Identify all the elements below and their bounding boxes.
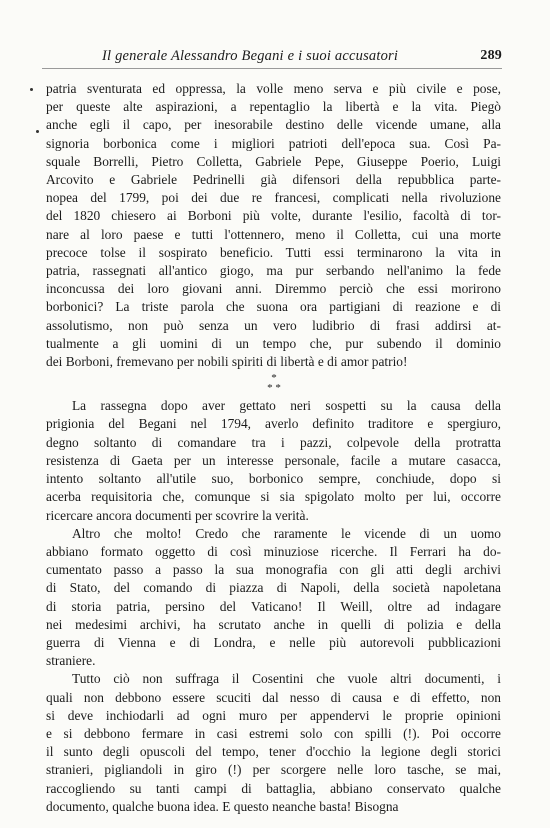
text-line: anche egli il capo, per inesorabile destino delle vicende umane, alla xyxy=(46,117,501,133)
header-rule xyxy=(42,68,502,69)
text-line: Altro che molto! Credo che raramente le vicende di un uomo xyxy=(72,525,501,541)
text-line: raccogliendo su tanti campi di battaglia, abbiano conservato qualche xyxy=(46,780,501,796)
text-line: cumentato passo a passo la sua monografia con gli atti degli archivi xyxy=(46,562,501,578)
text-line: per queste alte aspirazioni, a repentaglio la libertà e la vita. Piegò xyxy=(46,99,501,115)
text-line: abbiano formato oggetto di così minuziose ricerche. Il Ferrari ha do- xyxy=(46,543,501,559)
text-line: quali non debbono essere scuciti dal nesso di causa e di effetto, non xyxy=(46,689,501,705)
text-line: signoria borbonica come i migliori patrioti dell'epoca sua. Così Pa- xyxy=(46,135,501,151)
running-header xyxy=(102,48,502,70)
text-line: resistenza di Gaeta per un interesse personale, facile a mutare casacca, xyxy=(46,452,501,468)
text-line: precoce tolse il sospirato beneficio. Tutti essi terminarono la vita in xyxy=(46,244,501,260)
text-line: acerba requisitoria che, comunque si sia spigolato molto per lui, occorre xyxy=(46,489,501,505)
margin-mark xyxy=(30,88,33,91)
text-line: degno soltanto di comandare tra i pazzi, colpevole della protratta xyxy=(46,434,501,450)
text-line: nare al loro paese e tutti l'ottennero, meno il Colletta, cui una morte xyxy=(46,226,501,242)
text-line: patria sventurata ed oppressa, la volle meno serva e più civile e pose, xyxy=(46,81,501,96)
page-number: 289 xyxy=(480,48,502,63)
text-line: La rassegna dopo aver gettato neri sospetti su la causa della xyxy=(72,398,501,414)
text-line: Arcovito e Gabriele Pedrinelli già difensori della repubblica parte- xyxy=(46,172,501,188)
text-line: nei medesimi archivi, ha scrutato anche in quelli di polizia e della xyxy=(46,616,501,632)
asterism-top: * xyxy=(271,372,277,385)
text-line: straniere. xyxy=(46,653,96,669)
text-line: il sunto degli opuscoli del tempo, tener d'occhio la legione degli storici xyxy=(46,744,501,760)
asterism-bottom: * * xyxy=(267,382,281,395)
text-line: patria, rassegnati all'antico giogo, ma pur serbando nell'animo la fede xyxy=(46,263,501,279)
text-line: stranieri, pigliandoli in giro (!) per scorgere nelle loro tasche, se mai, xyxy=(46,762,501,778)
text-line: tualmente a gli uomini di un tempo che, pur subendo il dominio xyxy=(46,335,501,351)
text-line: del 1820 chiesero ai Borboni più volte, durante l'esilio, facoltà di tor- xyxy=(46,208,501,224)
text-line: borbonici? La triste parola che suona ora partigiani di reazione e di xyxy=(46,299,501,315)
text-line: nopea del 1799, poi dei due re francesi, complicati nella rivoluzione xyxy=(46,190,501,206)
margin-mark xyxy=(36,130,39,133)
text-line: e si debbono fermare in casi estremi solo con spilli (!). Poi occorre xyxy=(46,725,501,741)
text-line: Tutto ciò non suffraga il Cosentini che vuole altri documenti, i xyxy=(72,671,501,687)
text-line: si deve inchiodarli ad ogni muro per appendervi le proprie opinioni xyxy=(46,707,501,723)
text-line: inconcussa dei loro giovani anni. Diremmo perciò che essi morirono xyxy=(46,281,501,297)
section-break-asterism xyxy=(259,373,289,393)
text-line: di storia patria, persino del Vaticano! Il Weill, oltre ad indagare xyxy=(46,598,501,614)
text-line: intento soltanto all'utile suo, borbonico sempre, conchiude, dopo si xyxy=(46,471,501,487)
text-line: dei Borboni, fremevano per nobili spiriti di libertà e di amor patrio! xyxy=(46,354,408,370)
text-line: squale Borrelli, Pietro Colletta, Gabriele Pepe, Giuseppe Poerio, Luigi xyxy=(46,153,501,169)
text-line: guerra di Vienna e di Londra, e nelle più autorevoli pubblicazioni xyxy=(46,634,501,650)
text-line: assolutismo, non può senza un vero ludibrio di frasi addirsi at- xyxy=(46,317,501,333)
text-line: di Stato, del comando di piazza di Napoli, della società napoletana xyxy=(46,580,501,596)
text-line: prigionia del Begani nel 1794, averlo definito traditore e spergiuro, xyxy=(46,416,501,432)
text-line: ricercare ancora documenti per scovrire la verità. xyxy=(46,507,309,523)
running-title: Il generale Alessandro Begani e i suoi accusatori xyxy=(102,48,399,64)
text-line: documento, qualche buona idea. E questo neanche basta! Bisogna xyxy=(46,798,399,814)
